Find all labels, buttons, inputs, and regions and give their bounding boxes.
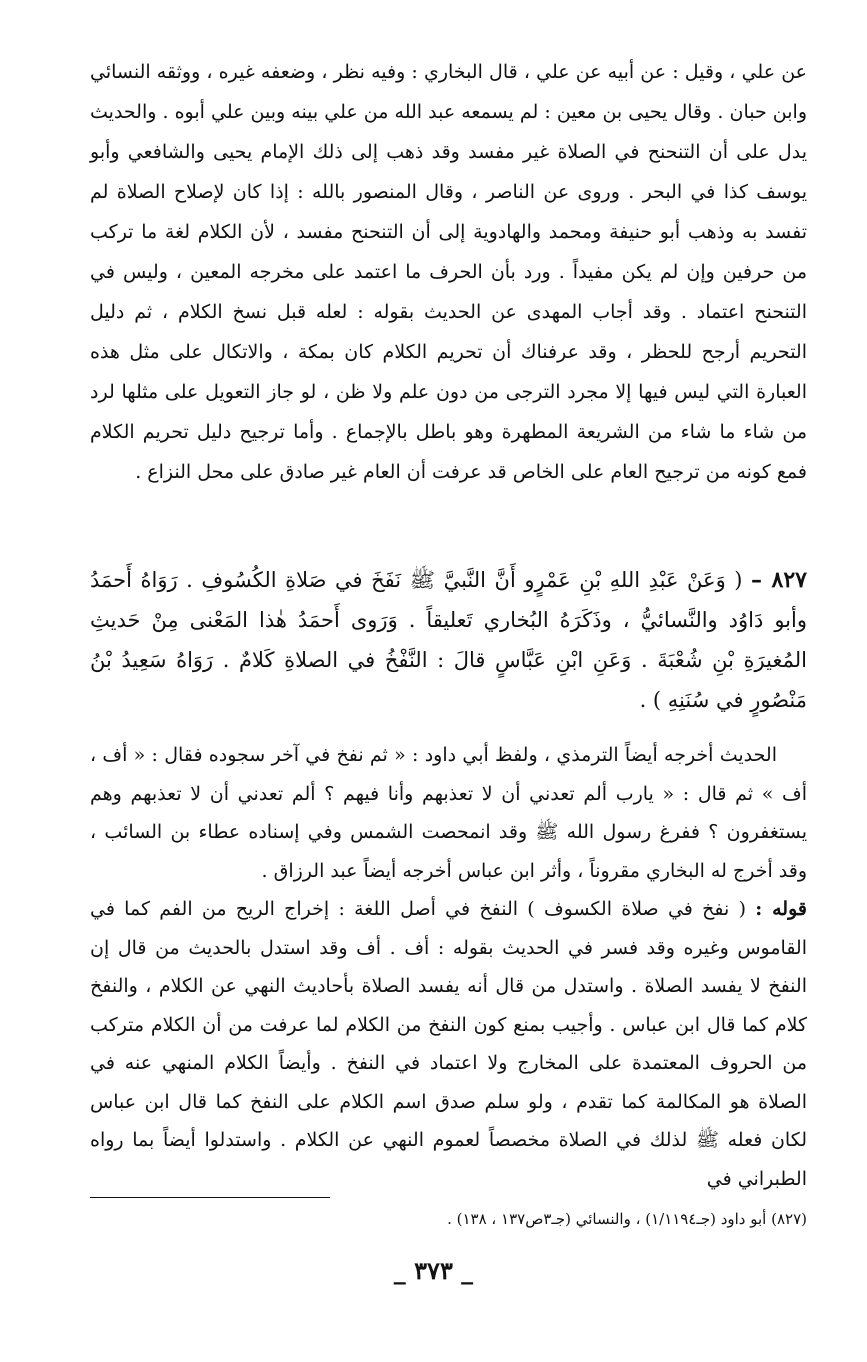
- hadith-827: [90, 560, 807, 720]
- hadith-number: ٨٢٧ –: [751, 567, 807, 593]
- commentary-explanation: [90, 890, 807, 1198]
- hadith-text: ( وَعَنْ عَبْدِ اللهِ بْنِ عَمْرٍو أَنَّ النَّبيَّ ﷺ نَفَخَ في صَلاةِ الكُسُوفِ . رَوَاهُ أَحمَدُ وأبو دَاوُد والنَّسائيُّ ، وذَكَرَهُ البُخاري تَعليقاً . وَرَوى أَحمَدُ هٰذا المَعْنى مِنْ حَديثِ المُغيرَةِ بْنِ شُعْبَةَ . وَعَنِ ابْنِ عَبَّاسٍ قالَ : النَّفْخُ في الصلاةِ كَلامٌ . رَوَاهُ سَعِيدُ بْنُ مَنْصُورٍ في سُنَنِهِ ) .: [90, 568, 807, 712]
- commentary-paragraph-2: [90, 736, 807, 1198]
- footnote: (٨٢٧) أبو داود (جـ١/١١٩٤) ، والنسائي (جـ٣ص١٣٧ ، ١٣٨) .: [447, 1210, 807, 1228]
- page-number: _ ٣٧٣ _: [393, 1256, 474, 1285]
- qawluhu-label: قوله :: [755, 898, 807, 920]
- footnote-divider: [90, 1197, 330, 1198]
- commentary-paragraph-1: عن علي ، وقيل : عن أبيه عن علي ، قال البخاري : وفيه نظر ، وضعفه غيره ، ووثقه النسائي وابن حبان . وقال يحيى بن معين : لم يسمعه عبد الله من علي بينه وبين علي أبوه . والحديث يدل على أن التنحنح في الصلاة غير مفسد وقد ذهب إلى ذلك الإمام يحيى والشافعي وأبو يوسف كذا في البحر . وروى عن الناصر ، وقال المنصور بالله : إذا كان لإصلاح الصلاة لم تفسد به وذهب أبو حنيفة ومحمد والهادوية إلى أن التنحنح مفسد ، لأن الكلام لغة ما تركب من حرفين وإن لم يكن مفيداً . ورد بأن الحرف ما اعتمد على مخرجه المعين ، وليس في التنحنح اعتماد . وقد أجاب المهدى عن الحديث بقوله : لعله قبل نسخ الكلام ، ثم دليل التحريم أرجح للحظر ، وقد عرفناك أن تحريم الكلام كان بمكة ، والاتكال على مثل هذه العبارة التي ليس فيها إلا مجرد الترجى من دون علم ولا ظن ، لو جاز التعويل على مثلها لرد من شاء ما شاء من الشريعة المطهرة وهو باطل بالإجماع . وأما ترجيح دليل تحريم الكلام فمع كونه من ترجيح العام على الخاص قد عرفت أن العام غير صادق على محل النزاع .: [90, 61, 807, 483]
- commentary-explanation-text: ( نفخ في صلاة الكسوف ) النفخ في أصل اللغة : إخراج الريح من الفم كما في القاموس وغيره وقد فسر في الحديث بقوله : أف . أف وقد استدل بالحديث من قال إن النفخ لا يفسد الصلاة . واستدل من قال أنه يفسد الصلاة بأحاديث النهي عن الكلام ، والنفخ كلام كما قال ابن عباس . وأجيب بمنع كون النفخ من الكلام لما عرفت من أن الكلام متركب من الحروف المعتمدة على المخارج ولا اعتماد في النفخ . وأيضاً الكلام المنهي عنه في الصلاة هو المكالمة كما تقدم ، ولو سلم صدق اسم الكلام على النفخ كما قال ابن عباس لكان فعله ﷺ لذلك في الصلاة مخصصاً لعموم النهي عن الكلام . واستدلوا أيضاً بما رواه الطبراني في: [90, 898, 807, 1190]
- commentary-intro: الحديث أخرجه أيضاً الترمذي ، ولفظ أبي داود : « ثم نفخ في آخر سجوده فقال : « أف ، أف » ثم قال : « يارب ألم تعدني أن لا تعذبهم وأنا فيهم ؟ ألم تعدني أن لا تعذبهم وهم يستغفرون ؟ ففرغ رسول الله ﷺ وقد انمحصت الشمس وفي إسناده عطاء بن السائب ، وقد أخرج له البخاري مقروناً ، وأثر ابن عباس أخرجه أيضاً عبد الرزاق .: [90, 744, 807, 882]
